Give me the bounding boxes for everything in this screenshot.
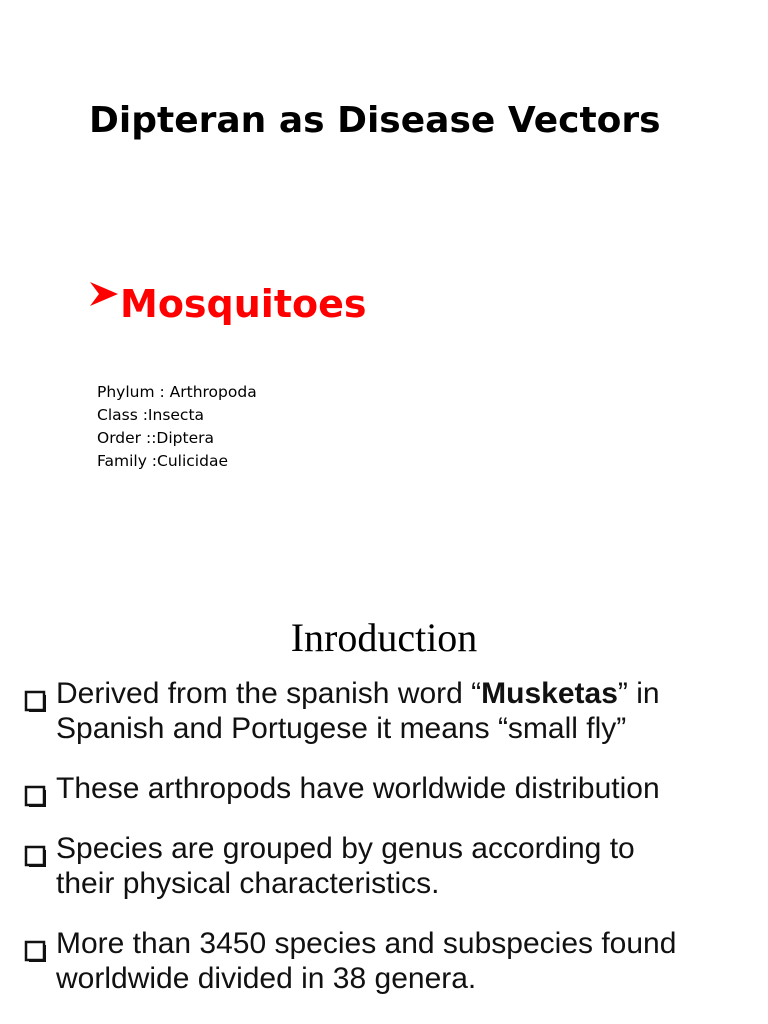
introduction-heading-text: Inroduction [290, 615, 478, 660]
taxonomy-list [97, 381, 257, 473]
list-item [22, 926, 756, 996]
introduction-heading [0, 610, 768, 666]
subtitle-row [86, 276, 366, 332]
subtitle-mosquitoes: Mosquitoes [120, 282, 367, 326]
checkbox-bullet-icon [24, 685, 46, 707]
bullet-line: Spanish and Portugese it means “small fly” [56, 712, 627, 745]
bullet-text: Derived from the spanish word “ [56, 677, 482, 710]
slide-title: Dipteran as Disease Vectors [89, 100, 661, 141]
list-item [22, 831, 756, 901]
bullet-line: worldwide divided in 38 genera. [56, 962, 477, 995]
checkbox-bullet-icon [24, 780, 46, 802]
list-item [22, 771, 756, 806]
introduction-slide [0, 588, 768, 1024]
list-item [22, 676, 756, 746]
taxonomy-class: Class :Insecta [97, 406, 205, 424]
introduction-bullet-list [22, 676, 756, 1021]
bullet-line: Species are grouped by genus according to [56, 832, 635, 865]
bullet-line: These arthropods have worldwide distribution [56, 772, 660, 805]
bullet-text: ” in [617, 677, 660, 710]
bullet-line: their physical characteristics. [56, 867, 440, 900]
taxonomy-phylum: Phylum : Arthropoda [97, 383, 257, 401]
arrow-bullet-icon [86, 279, 120, 309]
bullet-line [56, 676, 756, 711]
bullet-line: More than 3450 species and subspecies found [56, 927, 677, 960]
taxonomy-family: Family :Culicidae [97, 452, 228, 470]
bullet-bold-text: Musketas [481, 677, 618, 710]
taxonomy-order: Order ::Diptera [97, 429, 214, 447]
checkbox-bullet-icon [24, 840, 46, 862]
checkbox-bullet-icon [24, 935, 46, 957]
